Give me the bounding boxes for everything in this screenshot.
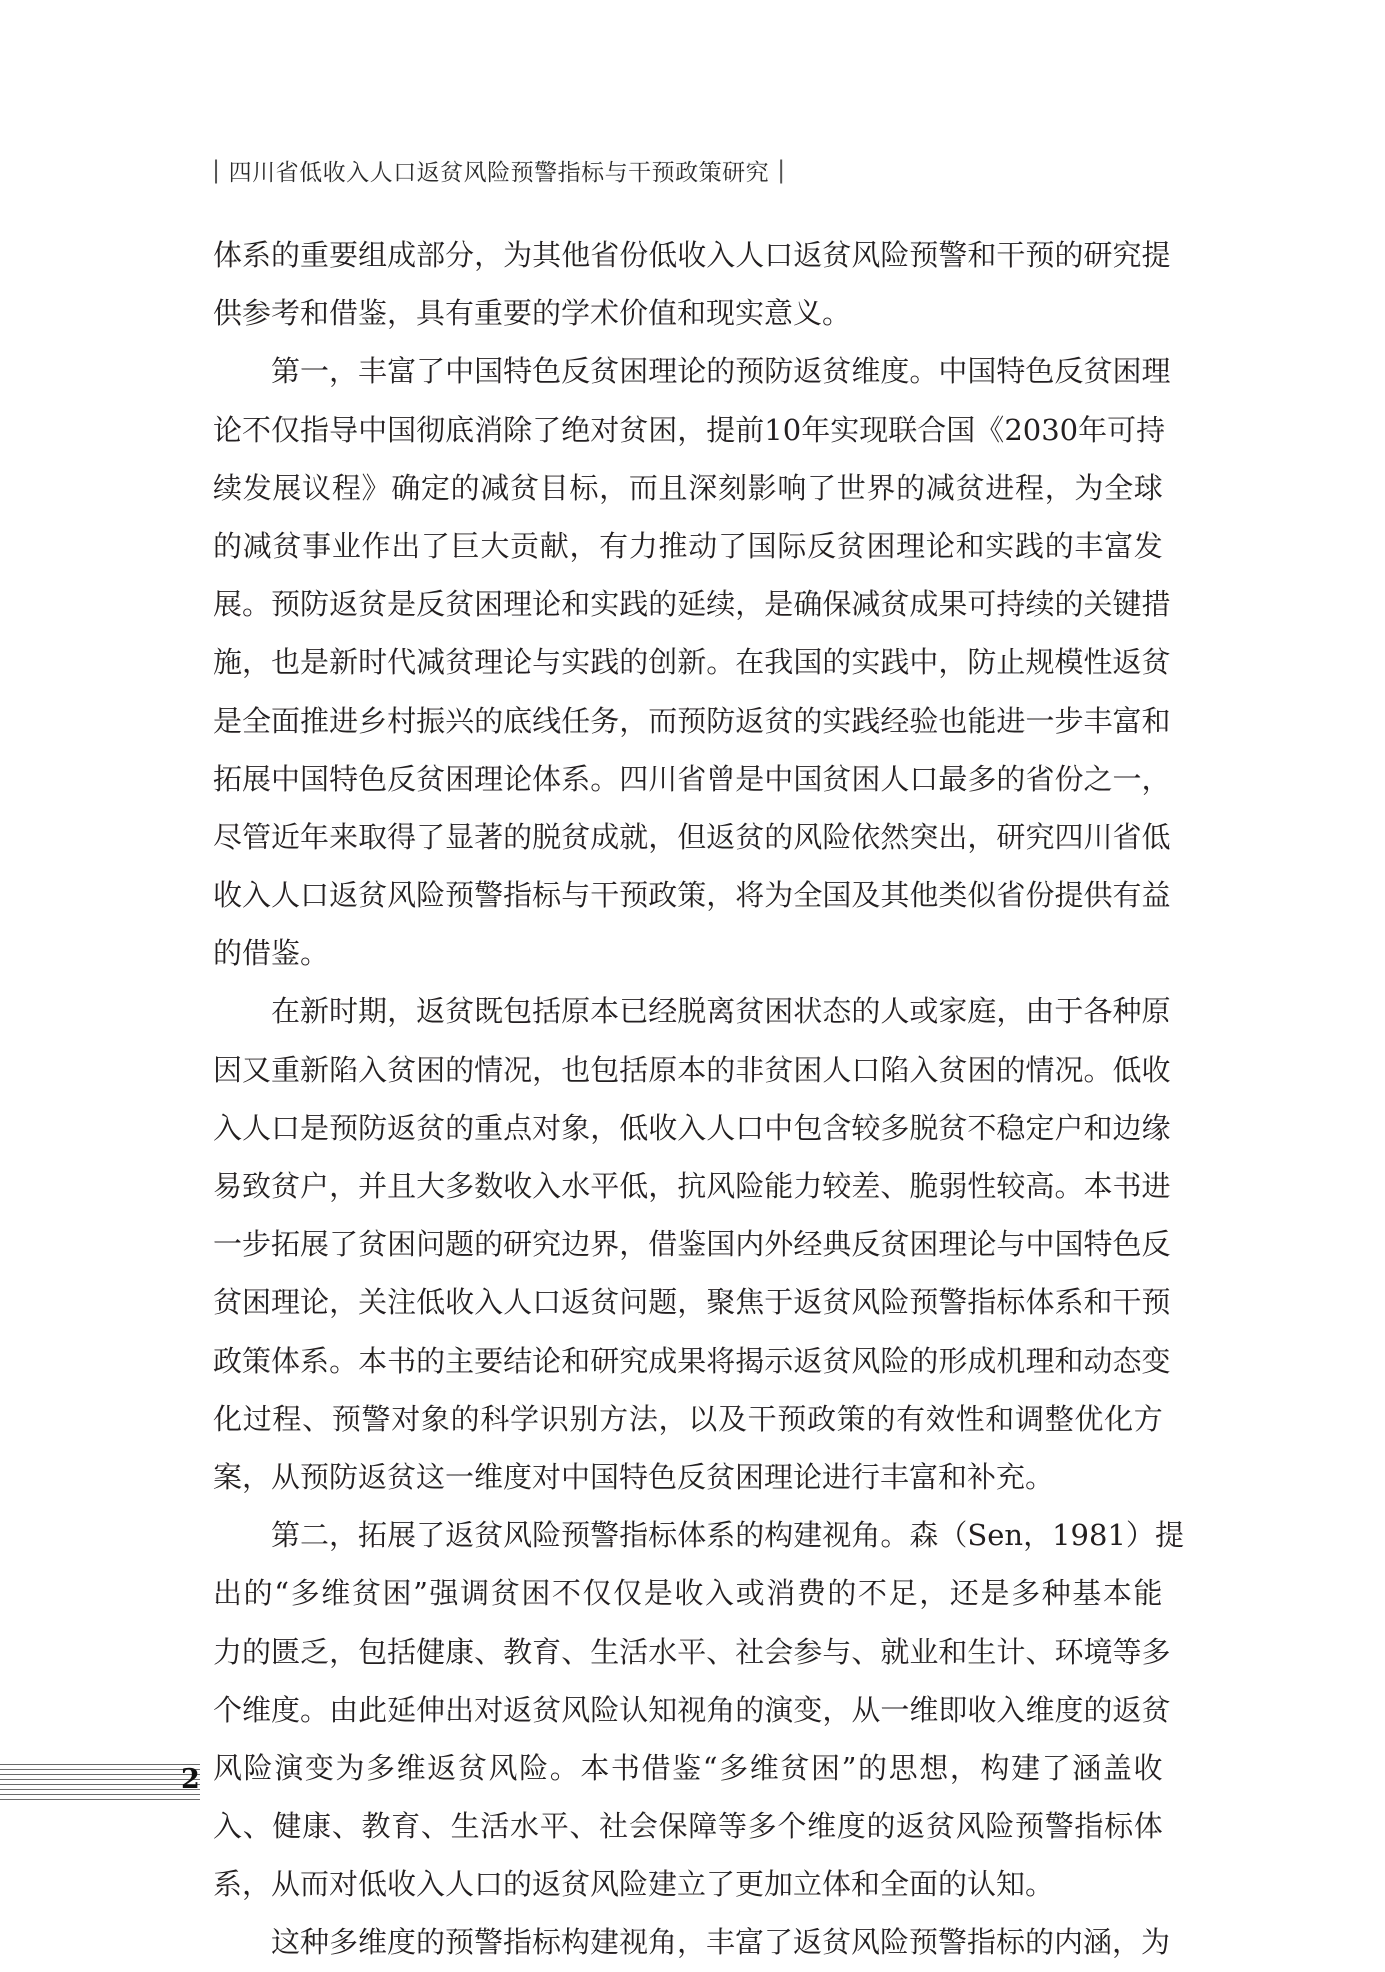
text-line: 续 发 展 议 程 》 确 定 的 减 贫 目 标 ， 而 且 深 刻 影 响 了 世 界 的 减 贫 进 程 ， 为 全 球 bbox=[213, 470, 1163, 505]
text-line: 论 不 仅 指 导 中 国 彻 底 消 除 了 绝 对 贫 困 ， 提 前 10 年 实 现 联 合 国 《 2030 年 可 持 bbox=[213, 412, 1166, 447]
text-line: 拓 展 中 国 特 色 反 贫 困 理 论 体 系 。 四 川 省 曾 是 中 国 贫 困 人 口 最 多 的 省 份 之 一 ， bbox=[213, 761, 1171, 796]
text-line: 展 。 预 防 返 贫 是 反 贫 困 理 论 和 实 践 的 延 续 ， 是 确 保 减 贫 成 果 可 持 续 的 关 键 措 bbox=[213, 587, 1171, 622]
text-line: 体 系 的 重 要 组 成 部 分 ， 为 其 他 省 份 低 收 入 人 口 返 贫 风 险 预 警 和 干 预 的 研 究 提 bbox=[213, 238, 1171, 272]
text-line: 在 新 时 期 ， 返 贫 既 包 括 原 本 已 经 脱 离 贫 困 状 态 的 人 或 家 庭 ， 由 于 各 种 原 bbox=[271, 994, 1171, 1029]
text-line: 是 全 面 推 进 乡 村 振 兴 的 底 线 任 务 ， 而 预 防 返 贫 的 实 践 经 验 也 能 进 一 步 丰 富 和 bbox=[213, 703, 1171, 738]
running-header-title: 四川省低收入人口返贫风险预警指标与干预政策研究 bbox=[228, 159, 770, 186]
text-line: 第 一 ， 丰 富 了 中 国 特 色 反 贫 困 理 论 的 预 防 返 贫 维 度 。 中 国 特 色 反 贫 困 理 bbox=[271, 354, 1171, 389]
text-line: 案，从预防返贫这一维度对中国特色反贫困理论进行丰富和补充。 bbox=[213, 1459, 1055, 1494]
text-line: 力 的 匮 乏 ， 包 括 健 康 、 教 育 、 生 活 水 平 、 社 会 参 与 、 就 业 和 生 计 、 环 境 等 多 bbox=[213, 1634, 1171, 1669]
text-line: 系，从而对低收入人口的返贫风险建立了更加立体和全面的认知。 bbox=[213, 1867, 1055, 1902]
text-line: 一 步 拓 展 了 贫 困 问 题 的 研 究 边 界 ， 借 鉴 国 内 外 经 典 反 贫 困 理 论 与 中 国 特 色 反 bbox=[213, 1227, 1171, 1262]
text-line: 化 过 程 、 预 警 对 象 的 科 学 识 别 方 法 ， 以 及 干 预 政 策 的 有 效 性 和 调 整 优 化 方 bbox=[213, 1401, 1163, 1436]
running-header bbox=[204, 148, 844, 192]
text-line: 政 策 体 系 。 本 书 的 主 要 结 论 和 研 究 成 果 将 揭 示 返 贫 风 险 的 形 成 机 理 和 动 态 变 bbox=[213, 1343, 1171, 1378]
folio-rules bbox=[0, 1764, 200, 1800]
page-number: 2 bbox=[181, 1764, 200, 1795]
text-line: 的借鉴。 bbox=[213, 936, 330, 971]
text-line: 贫 困 理 论 ， 关 注 低 收 入 人 口 返 贫 问 题 ， 聚 焦 于 返 贫 风 险 预 警 指 标 体 系 和 干 预 bbox=[213, 1285, 1171, 1320]
text-line: 个 维 度 。 由 此 延 伸 出 对 返 贫 风 险 认 知 视 角 的 演 变 ， 从 一 维 即 收 入 维 度 的 返 贫 bbox=[213, 1692, 1171, 1727]
text-line: 出 的 “ 多 维 贫 困 ” 强 调 贫 困 不 仅 仅 是 收 入 或 消 费 的 不 足 ， 还 是 多 种 基 本 能 bbox=[213, 1576, 1163, 1611]
body-text bbox=[213, 226, 1184, 1972]
text-line: 入 人 口 是 预 防 返 贫 的 重 点 对 象 ， 低 收 入 人 口 中 包 含 较 多 脱 贫 不 稳 定 户 和 边 缘 bbox=[213, 1110, 1171, 1145]
header-right-bar: | bbox=[777, 156, 786, 184]
text-line: 第 二 ， 拓 展 了 返 贫 风 险 预 警 指 标 体 系 的 构 建 视 角 。 森 （ Sen ， 1981 ） 提 bbox=[271, 1518, 1184, 1553]
text-line: 因 又 重 新 陷 入 贫 困 的 情 况 ， 也 包 括 原 本 的 非 贫 困 人 口 陷 入 贫 困 的 情 况 。 低 收 bbox=[213, 1052, 1171, 1087]
text-line: 施 ， 也 是 新 时 代 减 贫 理 论 与 实 践 的 创 新 。 在 我 国 的 实 践 中 ， 防 止 规 模 性 返 贫 bbox=[213, 645, 1171, 680]
text-line: 的 减 贫 事 业 作 出 了 巨 大 贡 献 ， 有 力 推 动 了 国 际 反 贫 困 理 论 和 实 践 的 丰 富 发 bbox=[213, 528, 1163, 563]
text-line: 风 险 演 变 为 多 维 返 贫 风 险 。 本 书 借 鉴 “ 多 维 贫 困 ” 的 思 想 ， 构 建 了 涵 盖 收 bbox=[213, 1750, 1163, 1785]
text-line: 供参考和借鉴，具有重要的学术价值和现实意义。 bbox=[213, 296, 852, 331]
text-line: 这种多维度的预警指标构建视角，丰富了返贫风险预警指标的内涵，为 bbox=[271, 1925, 1171, 1960]
text-line: 入 、 健 康 、 教 育 、 生 活 水 平 、 社 会 保 障 等 多 个 维 度 的 返 贫 风 险 预 警 指 标 体 bbox=[213, 1809, 1163, 1844]
text-line: 尽 管 近 年 来 取 得 了 显 著 的 脱 贫 成 就 ， 但 返 贫 的 风 险 依 然 突 出 ， 研 究 四 川 省 低 bbox=[213, 819, 1171, 854]
header-left-bar: | bbox=[212, 156, 221, 184]
text-line: 收 入 人 口 返 贫 风 险 预 警 指 标 与 干 预 政 策 ， 将 为 全 国 及 其 他 类 似 省 份 提 供 有 益 bbox=[213, 878, 1171, 913]
text-line: 易 致 贫 户 ， 并 且 大 多 数 收 入 水 平 低 ， 抗 风 险 能 力 较 差 、 脆 弱 性 较 高 。 本 书 进 bbox=[213, 1169, 1171, 1203]
